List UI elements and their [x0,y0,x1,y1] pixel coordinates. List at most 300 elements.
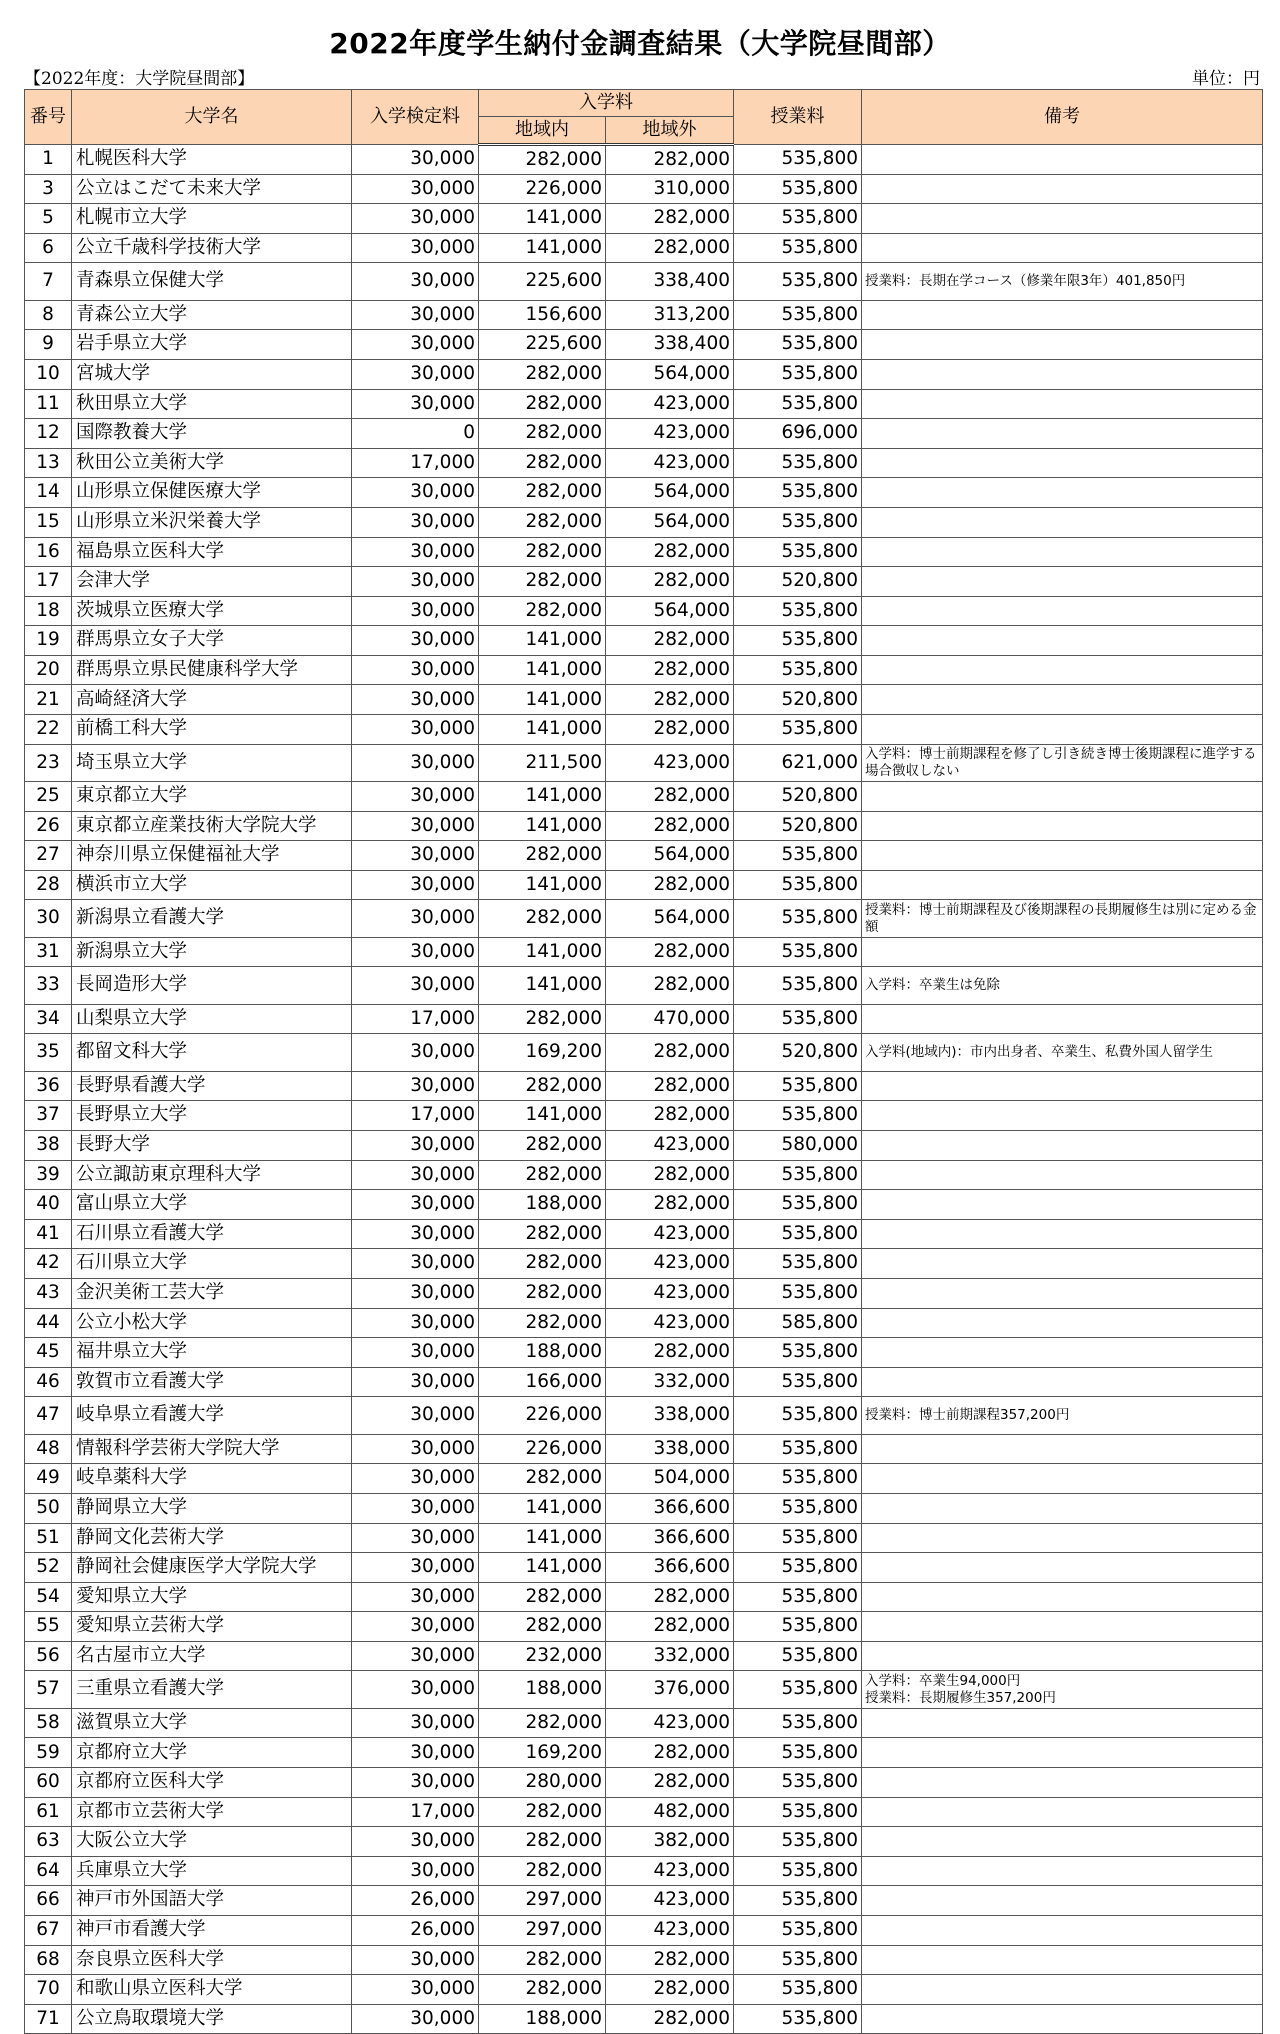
cell-admission-nonlocal: 282,000 [606,1945,734,1975]
cell-admission-local: 282,000 [479,1827,606,1857]
cell-admission-nonlocal: 282,000 [606,1190,734,1220]
cell-tuition: 535,800 [734,204,862,234]
cell-number: 45 [25,1338,72,1368]
cell-number: 27 [25,841,72,871]
cell-exam-fee: 30,000 [352,782,479,812]
cell-note [862,1101,1263,1131]
cell-number: 44 [25,1308,72,1338]
cell-exam-fee: 30,000 [352,1582,479,1612]
table-row [25,389,1263,419]
cell-number: 16 [25,537,72,567]
table-row [25,1190,1263,1220]
cell-tuition: 535,800 [734,1464,862,1494]
cell-number: 25 [25,782,72,812]
cell-exam-fee: 30,000 [352,967,479,1004]
cell-number: 41 [25,1219,72,1249]
table-row [25,145,1263,175]
cell-tuition: 535,800 [734,1797,862,1827]
cell-tuition: 535,800 [734,2004,862,2034]
cell-exam-fee: 30,000 [352,1190,479,1220]
cell-admission-local: 141,000 [479,655,606,685]
cell-university-name: 新潟県立大学 [72,937,352,967]
cell-exam-fee: 17,000 [352,1797,479,1827]
cell-exam-fee: 30,000 [352,1130,479,1160]
cell-university-name: 神奈川県立保健福祉大学 [72,841,352,871]
cell-note [862,330,1263,360]
table-row [25,1523,1263,1553]
cell-number: 14 [25,478,72,508]
cell-tuition: 535,800 [734,145,862,175]
cell-note [862,1945,1263,1975]
table-row [25,1493,1263,1523]
cell-number: 55 [25,1612,72,1642]
cell-number: 39 [25,1160,72,1190]
cell-admission-local: 211,500 [479,744,606,781]
cell-exam-fee: 30,000 [352,1219,479,1249]
cell-exam-fee: 30,000 [352,870,479,900]
cell-number: 67 [25,1916,72,1946]
cell-number: 56 [25,1641,72,1671]
cell-admission-nonlocal: 423,000 [606,1308,734,1338]
cell-admission-local: 141,000 [479,870,606,900]
cell-tuition: 535,800 [734,1975,862,2005]
cell-exam-fee: 30,000 [352,174,479,204]
table-row [25,1034,1263,1071]
cell-number: 66 [25,1886,72,1916]
fee-table [24,89,1263,2034]
cell-admission-nonlocal: 332,000 [606,1641,734,1671]
table-row [25,1916,1263,1946]
cell-number: 64 [25,1856,72,1886]
cell-admission-local: 141,000 [479,626,606,656]
cell-exam-fee: 17,000 [352,1004,479,1034]
table-row [25,1797,1263,1827]
cell-admission-nonlocal: 282,000 [606,1582,734,1612]
cell-admission-nonlocal: 338,000 [606,1397,734,1434]
table-row [25,1160,1263,1190]
cell-admission-nonlocal: 282,000 [606,1034,734,1071]
cell-tuition: 535,800 [734,1945,862,1975]
table-row [25,782,1263,812]
table-row [25,1886,1263,1916]
cell-number: 59 [25,1738,72,1768]
cell-tuition: 535,800 [734,1160,862,1190]
cell-tuition: 535,800 [734,300,862,330]
cell-admission-nonlocal: 282,000 [606,2004,734,2034]
cell-admission-nonlocal: 282,000 [606,782,734,812]
table-row [25,419,1263,449]
cell-admission-nonlocal: 338,400 [606,263,734,300]
cell-number: 61 [25,1797,72,1827]
cell-exam-fee: 30,000 [352,233,479,263]
cell-university-name: 岐阜薬科大学 [72,1464,352,1494]
cell-note [862,1249,1263,1279]
table-row [25,626,1263,656]
cell-exam-fee: 30,000 [352,1434,479,1464]
cell-note [862,1434,1263,1464]
cell-university-name: 京都府立大学 [72,1738,352,1768]
cell-admission-local: 280,000 [479,1768,606,1798]
cell-tuition: 520,800 [734,685,862,715]
cell-admission-nonlocal: 564,000 [606,596,734,626]
cell-exam-fee: 30,000 [352,596,479,626]
header-tuition: 授業料 [734,90,862,145]
cell-exam-fee: 30,000 [352,537,479,567]
cell-admission-nonlocal: 423,000 [606,1916,734,1946]
cell-number: 38 [25,1130,72,1160]
cell-university-name: 秋田公立美術大学 [72,448,352,478]
cell-number: 28 [25,870,72,900]
cell-admission-local: 169,200 [479,1738,606,1768]
cell-admission-local: 282,000 [479,1708,606,1738]
cell-admission-nonlocal: 423,000 [606,1856,734,1886]
cell-note [862,1523,1263,1553]
cell-tuition: 535,800 [734,174,862,204]
cell-note [862,233,1263,263]
cell-university-name: 長野県立大学 [72,1101,352,1131]
cell-university-name: 愛知県立芸術大学 [72,1612,352,1642]
cell-tuition: 535,800 [734,1101,862,1131]
cell-note [862,715,1263,745]
cell-admission-nonlocal: 423,000 [606,448,734,478]
cell-university-name: 新潟県立看護大学 [72,900,352,937]
cell-exam-fee: 30,000 [352,567,479,597]
cell-admission-local: 282,000 [479,419,606,449]
cell-university-name: 山形県立保健医療大学 [72,478,352,508]
cell-tuition: 535,800 [734,330,862,360]
cell-tuition: 535,800 [734,1856,862,1886]
table-row [25,507,1263,537]
cell-admission-nonlocal: 423,000 [606,419,734,449]
cell-note: 入学料：博士前期課程を修了し引き続き博士後期課程に進学する場合徴収しない [862,744,1263,781]
cell-admission-local: 282,000 [479,448,606,478]
cell-admission-nonlocal: 564,000 [606,507,734,537]
cell-note [862,448,1263,478]
cell-number: 58 [25,1708,72,1738]
cell-admission-nonlocal: 338,000 [606,1434,734,1464]
cell-note [862,2004,1263,2034]
cell-university-name: 長野大学 [72,1130,352,1160]
cell-admission-local: 282,000 [479,1856,606,1886]
cell-admission-local: 141,000 [479,685,606,715]
cell-note [862,1916,1263,1946]
table-row [25,1827,1263,1857]
table-row [25,1101,1263,1131]
cell-note [862,596,1263,626]
cell-university-name: 富山県立大学 [72,1190,352,1220]
cell-note [862,507,1263,537]
table-row [25,811,1263,841]
cell-university-name: 高崎経済大学 [72,685,352,715]
cell-university-name: 奈良県立医科大学 [72,1945,352,1975]
cell-note [862,626,1263,656]
cell-tuition: 535,800 [734,900,862,937]
cell-number: 10 [25,359,72,389]
table-row [25,1768,1263,1798]
cell-admission-local: 141,000 [479,811,606,841]
cell-number: 31 [25,937,72,967]
cell-admission-nonlocal: 564,000 [606,478,734,508]
cell-number: 52 [25,1553,72,1583]
cell-admission-nonlocal: 423,000 [606,744,734,781]
cell-tuition: 520,800 [734,567,862,597]
cell-number: 40 [25,1190,72,1220]
cell-tuition: 535,800 [734,626,862,656]
cell-university-name: 埼玉県立大学 [72,744,352,781]
cell-admission-nonlocal: 564,000 [606,359,734,389]
cell-note [862,1338,1263,1368]
cell-note [862,419,1263,449]
table-row [25,478,1263,508]
cell-number: 60 [25,1768,72,1798]
cell-university-name: 福島県立医科大学 [72,537,352,567]
cell-university-name: 京都市立芸術大学 [72,1797,352,1827]
cell-admission-nonlocal: 282,000 [606,1338,734,1368]
cell-tuition: 535,800 [734,715,862,745]
cell-number: 13 [25,448,72,478]
cell-admission-nonlocal: 282,000 [606,685,734,715]
cell-tuition: 535,800 [734,1641,862,1671]
cell-number: 71 [25,2004,72,2034]
cell-tuition: 580,000 [734,1130,862,1160]
cell-tuition: 520,800 [734,782,862,812]
cell-admission-local: 297,000 [479,1916,606,1946]
cell-exam-fee: 30,000 [352,1612,479,1642]
cell-admission-local: 282,000 [479,537,606,567]
cell-number: 36 [25,1071,72,1101]
cell-university-name: 秋田県立大学 [72,389,352,419]
table-subtitle: 【2022年度：大学院昼間部】 [24,69,255,89]
cell-exam-fee: 30,000 [352,1738,479,1768]
cell-number: 6 [25,233,72,263]
cell-exam-fee: 30,000 [352,1553,479,1583]
cell-note [862,145,1263,175]
table-row [25,841,1263,871]
cell-university-name: 宮城大学 [72,359,352,389]
cell-admission-local: 141,000 [479,715,606,745]
cell-tuition: 535,800 [734,1071,862,1101]
cell-note: 授業料：博士前期課程及び後期課程の長期履修生は別に定める金額 [862,900,1263,937]
cell-university-name: 東京都立大学 [72,782,352,812]
table-row [25,567,1263,597]
table-row [25,744,1263,781]
cell-admission-local: 282,000 [479,359,606,389]
cell-tuition: 535,800 [734,507,862,537]
cell-university-name: 札幌医科大学 [72,145,352,175]
table-row [25,1397,1263,1434]
cell-admission-local: 225,600 [479,330,606,360]
cell-exam-fee: 30,000 [352,1464,479,1494]
cell-exam-fee: 17,000 [352,448,479,478]
cell-note [862,1827,1263,1857]
cell-admission-nonlocal: 482,000 [606,1797,734,1827]
cell-admission-local: 232,000 [479,1641,606,1671]
cell-note [862,1493,1263,1523]
cell-admission-local: 188,000 [479,1338,606,1368]
cell-number: 15 [25,507,72,537]
cell-exam-fee: 30,000 [352,900,479,937]
cell-tuition: 535,800 [734,596,862,626]
table-body [25,145,1263,2034]
cell-note: 授業料：博士前期課程357,200円 [862,1397,1263,1434]
cell-note [862,174,1263,204]
cell-number: 21 [25,685,72,715]
cell-university-name: 公立はこだて未来大学 [72,174,352,204]
cell-note [862,204,1263,234]
cell-exam-fee: 30,000 [352,1338,479,1368]
cell-note: 授業料：長期在学コース（修業年限3年）401,850円 [862,263,1263,300]
cell-university-name: 国際教養大学 [72,419,352,449]
cell-university-name: 青森県立保健大学 [72,263,352,300]
header-exam-fee: 入学検定料 [352,90,479,145]
page-title: 2022年度学生納付金調査結果（大学院昼間部） [329,27,951,60]
cell-number: 5 [25,204,72,234]
table-row [25,596,1263,626]
cell-admission-local: 282,000 [479,478,606,508]
header-notes: 備考 [862,90,1263,145]
cell-university-name: 公立諏訪東京理科大学 [72,1160,352,1190]
cell-note [862,1553,1263,1583]
cell-number: 47 [25,1397,72,1434]
cell-exam-fee: 30,000 [352,1827,479,1857]
cell-tuition: 535,800 [734,1493,862,1523]
cell-admission-nonlocal: 282,000 [606,1101,734,1131]
cell-number: 30 [25,900,72,937]
cell-admission-local: 188,000 [479,1671,606,1708]
cell-admission-nonlocal: 282,000 [606,1738,734,1768]
table-row [25,537,1263,567]
cell-university-name: 三重県立看護大学 [72,1671,352,1708]
cell-note [862,1641,1263,1671]
cell-university-name: 石川県立看護大学 [72,1219,352,1249]
table-row [25,1738,1263,1768]
table-row [25,1071,1263,1101]
cell-university-name: 静岡県立大学 [72,1493,352,1523]
cell-university-name: 滋賀県立大学 [72,1708,352,1738]
cell-exam-fee: 30,000 [352,811,479,841]
cell-tuition: 535,800 [734,1434,862,1464]
cell-exam-fee: 30,000 [352,1856,479,1886]
cell-tuition: 535,800 [734,1338,862,1368]
cell-admission-local: 282,000 [479,1160,606,1190]
cell-note [862,841,1263,871]
cell-university-name: 京都府立医科大学 [72,1768,352,1798]
cell-note [862,478,1263,508]
cell-admission-nonlocal: 338,400 [606,330,734,360]
cell-university-name: 群馬県立県民健康科学大学 [72,655,352,685]
unit-label: 単位：円 [1192,69,1260,89]
cell-exam-fee: 30,000 [352,1493,479,1523]
cell-tuition: 535,800 [734,1553,862,1583]
cell-exam-fee: 30,000 [352,507,479,537]
cell-number: 57 [25,1671,72,1708]
cell-number: 37 [25,1101,72,1131]
cell-number: 68 [25,1945,72,1975]
cell-admission-nonlocal: 282,000 [606,204,734,234]
table-row [25,1612,1263,1642]
cell-admission-local: 282,000 [479,1130,606,1160]
cell-admission-nonlocal: 423,000 [606,1708,734,1738]
cell-admission-nonlocal: 282,000 [606,567,734,597]
table-row [25,1945,1263,1975]
header-name: 大学名 [72,90,352,145]
cell-tuition: 535,800 [734,233,862,263]
cell-university-name: 札幌市立大学 [72,204,352,234]
cell-exam-fee: 30,000 [352,1641,479,1671]
cell-note [862,537,1263,567]
cell-tuition: 535,800 [734,263,862,300]
cell-admission-local: 282,000 [479,1004,606,1034]
cell-university-name: 山梨県立大学 [72,1004,352,1034]
cell-tuition: 535,800 [734,1768,862,1798]
cell-exam-fee: 30,000 [352,937,479,967]
table-row [25,1582,1263,1612]
cell-admission-nonlocal: 332,000 [606,1367,734,1397]
cell-number: 50 [25,1493,72,1523]
table-row [25,1434,1263,1464]
cell-note [862,1464,1263,1494]
cell-admission-nonlocal: 564,000 [606,900,734,937]
cell-number: 43 [25,1278,72,1308]
cell-admission-local: 156,600 [479,300,606,330]
cell-tuition: 535,800 [734,448,862,478]
table-row [25,1004,1263,1034]
cell-university-name: 情報科学芸術大学院大学 [72,1434,352,1464]
cell-admission-local: 282,000 [479,900,606,937]
cell-admission-nonlocal: 282,000 [606,1768,734,1798]
table-row [25,1856,1263,1886]
cell-exam-fee: 30,000 [352,300,479,330]
table-row [25,1367,1263,1397]
cell-university-name: 長野県看護大学 [72,1071,352,1101]
cell-number: 12 [25,419,72,449]
cell-tuition: 535,800 [734,1190,862,1220]
cell-admission-nonlocal: 282,000 [606,537,734,567]
cell-admission-nonlocal: 282,000 [606,715,734,745]
cell-admission-local: 282,000 [479,1071,606,1101]
cell-tuition: 520,800 [734,811,862,841]
cell-admission-nonlocal: 366,600 [606,1553,734,1583]
cell-tuition: 535,800 [734,1397,862,1434]
cell-admission-local: 141,000 [479,1523,606,1553]
cell-tuition: 535,800 [734,1582,862,1612]
cell-note [862,1708,1263,1738]
cell-note [862,1190,1263,1220]
cell-university-name: 青森公立大学 [72,300,352,330]
cell-note [862,1768,1263,1798]
cell-university-name: 茨城県立医療大学 [72,596,352,626]
cell-number: 51 [25,1523,72,1553]
cell-note [862,1856,1263,1886]
cell-exam-fee: 30,000 [352,1975,479,2005]
cell-exam-fee: 30,000 [352,1523,479,1553]
cell-number: 7 [25,263,72,300]
cell-tuition: 535,800 [734,1249,862,1279]
cell-admission-nonlocal: 504,000 [606,1464,734,1494]
table-row [25,1338,1263,1368]
cell-note: 入学料：卒業生は免除 [862,967,1263,1004]
cell-university-name: 神戸市外国語大学 [72,1886,352,1916]
cell-tuition: 535,800 [734,1708,862,1738]
cell-university-name: 山形県立米沢栄養大学 [72,507,352,537]
cell-admission-local: 282,000 [479,1945,606,1975]
cell-note [862,1071,1263,1101]
cell-admission-nonlocal: 423,000 [606,1249,734,1279]
cell-exam-fee: 30,000 [352,626,479,656]
cell-tuition: 535,800 [734,537,862,567]
table-row [25,870,1263,900]
table-row [25,655,1263,685]
